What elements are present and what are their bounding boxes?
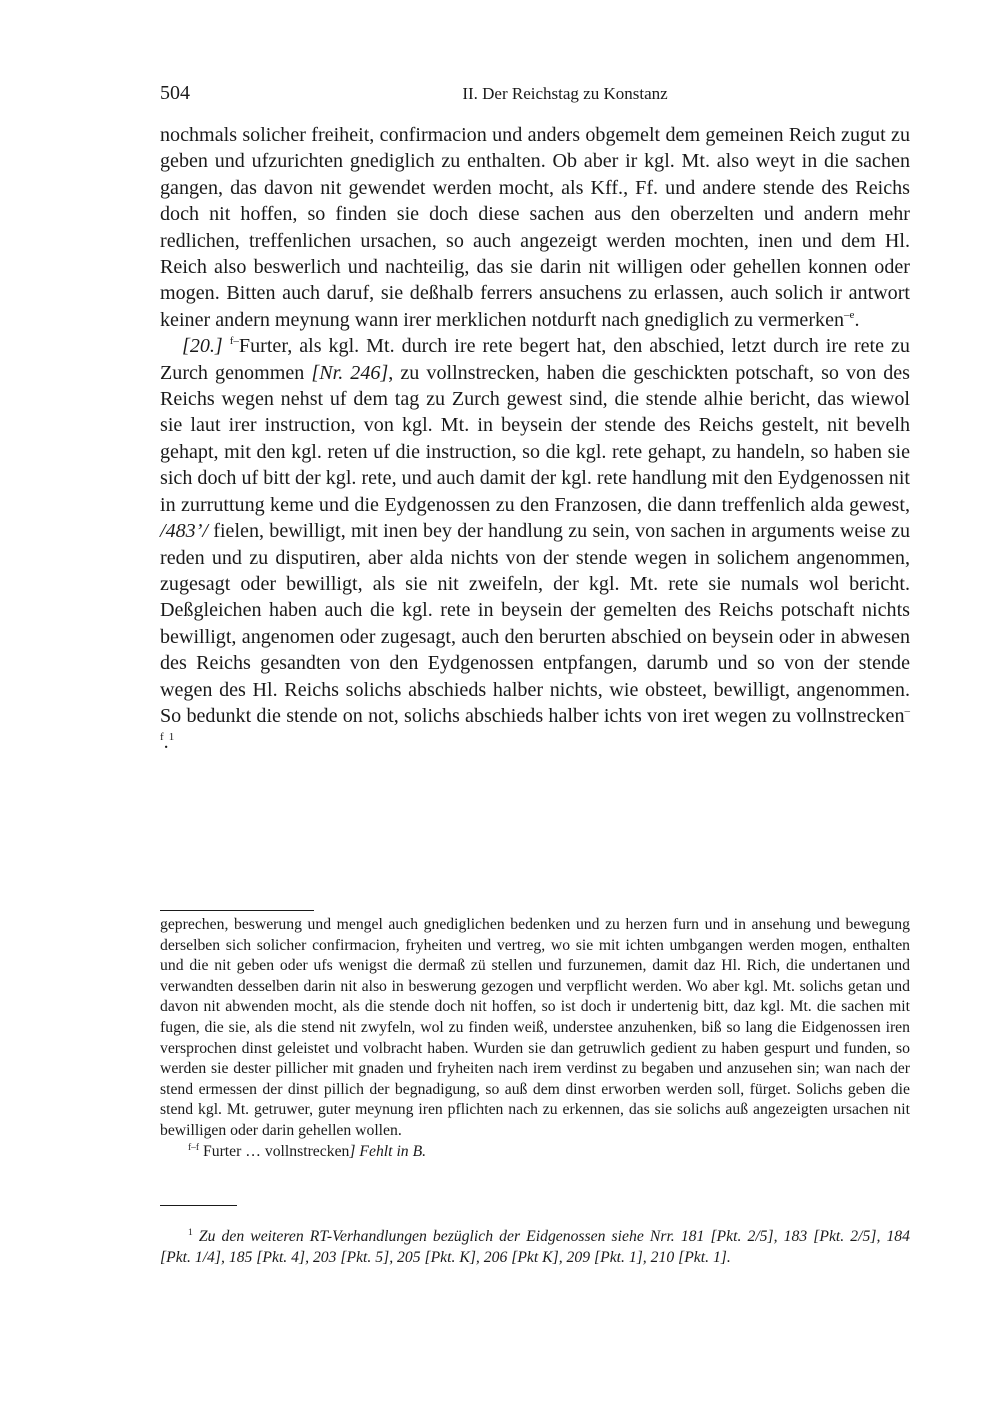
variant-end-marker: –f xyxy=(160,704,910,744)
paragraph-end-punct: . xyxy=(854,308,860,331)
variant-end-marker: –e xyxy=(844,308,855,321)
paragraph-end-punct: . xyxy=(163,731,169,754)
apparatus-notes xyxy=(160,915,910,1162)
page-number: 504 xyxy=(160,82,190,104)
variant-note: geprechen, beswerung und mengel auch gnediglichen bedenken und zu herzen furn und in ansehung und bewegung derselben sich solicher confirmacion, fryheiten und vertreg, wo sie mit ichten umbgangen werden mogen, enthalten und die nit geben oder ufs wenigst die dermaß zü stellen und furzunemen, damit daz Hl. Rich, die undertanen und verwandten desselben darin nit also in beswerung gezogen und verpflicht werden. Wo aber kgl. Mt. solichs getan und davon nit abwenden mocht, als die stende doch nit hoffen, so ist doch ir undertenig bitt, daz kgl. Mt. die sachen mit fugen, die sie, als die stend nit zwyfeln, wol zu finden weiß, understee anzuhenken, biß so lang die Eidgenossen iren versprochen dinst geleistet und volbracht haben. Wurden sie dan getruwlich gedient zu haben gespurt und funden, so werden sie dester pillicher mit gnaden und fryheiten nach irem verdinst zu begaben und anzusehen sin; wan nach der stend ermessen der dinst pillich der begnadigung, so auß dem dinst erworben werden soll, fürget. Solichs geben die stend kgl. Mt. getruwer, guter meynung iren pflichten nach zu erkennen, das sie solichs auß angezeigten ursachen nit bewilligen oder darin gehellen wollen. xyxy=(160,916,910,1139)
footnote-1 xyxy=(160,1226,910,1268)
paragraph-continuation xyxy=(160,122,910,333)
footnote-text: Zu den weiteren RT-Verhandlungen bezüglich der Eidgenossen siehe Nrr. 181 [Pkt. 2/5], 183 [Pkt. 2/5], 184 [Pkt. 1/4], 185 [Pkt. 4], 203 [Pkt. 5], 205 [Pkt. K], 206 [Pkt K], 209 [Pkt. 1], 210 [Pkt. 1]. xyxy=(160,1227,910,1266)
paragraph-text: nochmals solicher freiheit, confirmacion und anders obgemelt dem gemeinen Reich zugut zu geben und ufzurichten gnediglich zu enthalten. Ob aber ir kgl. Mt. also weyt in die sachen gangen, das davon nit gewendet werden mocht, als Kff., Ff. und andere stende des Reichs doch nit hoffen, so finden sie doch diese sachen aus den oberzelten und andern mehr redlichen, treffenlichen ursachen, so auch angezeigt werden mochten, inen und dem Hl. Reich also beswerlich und nachteilig, das sie darin nit willigen oder gehellen konnen oder mogen. Bitten auch daruf, sie deßhalb ferrers ansuchens zu erlassen, auch solich ir antwort keiner andern meynung wann irer merklichen notdurft nach gnediglich zu vermerken xyxy=(160,124,910,331)
apparatus-comment: ] Fehlt in B. xyxy=(349,1142,427,1160)
variant-start-marker: f– xyxy=(229,335,239,348)
main-text xyxy=(160,122,910,756)
paragraph-section-20 xyxy=(160,333,910,756)
cross-reference: [Nr. 246] xyxy=(311,361,389,384)
paragraph-text-b: , zu vollnstrecken, haben die geschickten potschaft, so von des Reichs wegen nehst uf dem tag zu Zurch gewest sind, die stende alhie bericht, das wiewol sie laut irer instruction, von kgl. Mt. in beysein der stende des Reichs gestelt, nit bevelh gehapt, mit den kgl. reten uf die instruction, so die kgl. rete gehapt, zu handeln, so haben sie sich doch uf bitt der kgl. rete, und auch damit der kgl. rete handlung mit den Eydgenossen nit in zurruttung keme und die Eydgenossen zu den Franzosen, die dann treffenlich alda gewest, xyxy=(160,361,910,516)
apparatus-lemma: Furter … vollnstrecken xyxy=(203,1142,350,1160)
footnote-reference: 1 xyxy=(168,731,175,744)
folio-marker: /483’/ xyxy=(160,520,208,543)
running-title: II. Der Reichstag zu Konstanz xyxy=(462,84,668,103)
paragraph-text-c: fielen, bewilligt, mit inen bey der handlung zu sein, von sachen in arguments weise zu reden und zu disputiren, aber alda nichts von der stende wegen in solichem angenommen, zugesagt oder bewilligt, als sie nit zweifeln, der kgl. Mt. rete sie numals wol bericht. Deßgleichen haben auch die kgl. rete in beysein der gemelten des Reichs potschaft nichts bewilligt, angenomen oder zugesagt, auch den berurten abschied on beysein oder in abwesen des Reichs gesandten von den Eydgenossen entpfangen, darumb und so von der stende wegen des Hl. Reichs solichs abschieds halber nichts, wie obsteet, bewilligt, angenommen. So bedunkt die stende on not, solichs abschieds halber ichts von iret wegen zu vollnstrecken xyxy=(160,520,910,727)
critical-apparatus-entry xyxy=(160,1142,910,1163)
section-number: [20.] xyxy=(182,335,223,358)
footnote-separator xyxy=(160,1205,237,1206)
apparatus-marker: f–f xyxy=(188,1142,200,1153)
footnote-number: 1 xyxy=(188,1227,193,1238)
paragraph-text-a: Furter, als kgl. Mt. durch ire rete begert hat, den abschied, letzt durch ire rete zu Zurch genommen xyxy=(160,335,910,384)
notes-separator xyxy=(160,910,314,911)
page-header xyxy=(160,82,910,108)
